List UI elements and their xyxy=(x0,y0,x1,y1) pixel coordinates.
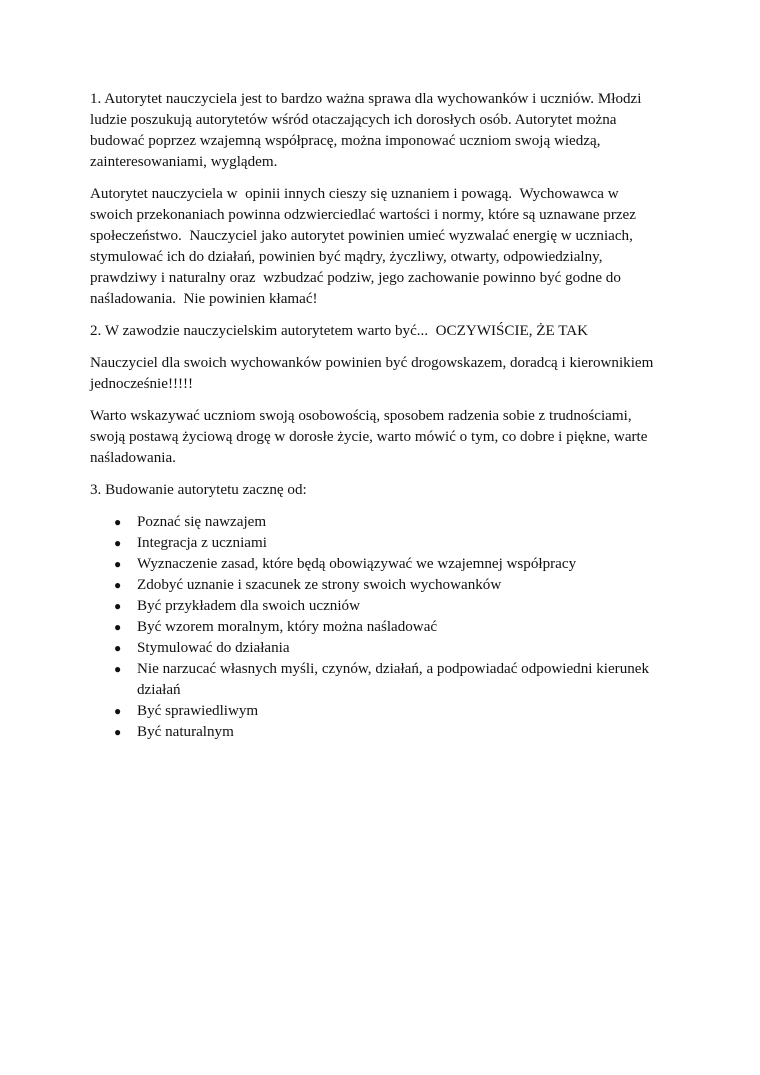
list-item-text: Stymulować do działania xyxy=(137,640,290,656)
list-item xyxy=(90,533,662,554)
list-item xyxy=(90,701,662,722)
paragraph-3: 2. W zawodzie nauczycielskim autorytetem warto być... OCZYWIŚCIE, ŻE TAK xyxy=(90,323,589,339)
bullet-icon: ● xyxy=(114,536,122,550)
bullet-icon: ● xyxy=(114,620,122,634)
list-item xyxy=(90,596,662,617)
paragraph-5: Warto wskazywać uczniom swoją osobowością, sposobem radzenia sobie z trudnościami, swoją postawą życiową drogę w dorosłe życie, warto mówić o tym, co dobre i piękne, warte naśladowania. xyxy=(90,408,652,466)
list-item-text: Nie narzucać własnych myśli, czynów, działań, a podpowiadać odpowiedni kierunek działań xyxy=(137,661,650,698)
paragraph-2: Autorytet nauczyciela w opinii innych cieszy się uznaniem i powagą. Wychowawca w swoich przekonaniach powinna odzwierciedlać wartości i normy, które są uznawane przez społeczeństwo. Nauczyciel jako autorytet powinien umieć wyzwalać energię w uczniach, stymulować ich do działań, powinien być mądry, życzliwy, otwarty, odpowiedzialny, prawdziwy i naturalny oraz wzbudzać podziw, jego zachowanie powinno być godne do naśladowania. Nie powinien kłamać! xyxy=(90,186,640,307)
list-item-text: Poznać się nawzajem xyxy=(137,514,267,530)
bullet-icon: ● xyxy=(114,725,122,739)
paragraph-4: Nauczyciel dla swoich wychowanków powinien być drogowskazem, doradcą i kierownikiem jednocześnie!!!!! xyxy=(90,355,658,392)
list-item xyxy=(90,512,662,533)
paragraph-1: 1. Autorytet nauczyciela jest to bardzo ważna sprawa dla wychowanków i uczniów. Młodzi ludzie poszukują autorytetów wśród otaczających ich dorosłych osób. Autorytet można budować poprzez wzajemną współpracę, można imponować uczniom swoją wiedzą, zainteresowaniami, wyglądem. xyxy=(90,91,646,170)
bullet-list xyxy=(90,512,662,743)
list-item xyxy=(90,659,662,701)
list-item-text: Integracja z uczniami xyxy=(137,535,267,551)
list-item-text: Być wzorem moralnym, który można naśladować xyxy=(137,619,438,635)
list-item-text: Być przykładem dla swoich uczniów xyxy=(137,598,360,614)
list-item xyxy=(90,575,662,596)
document-body xyxy=(90,89,662,743)
bullet-icon: ● xyxy=(114,704,122,718)
list-item-text: Być naturalnym xyxy=(137,724,234,740)
list-item xyxy=(90,554,662,575)
paragraph-6: 3. Budowanie autorytetu zacznę od: xyxy=(90,482,307,498)
bullet-icon: ● xyxy=(114,662,122,676)
bullet-icon: ● xyxy=(114,641,122,655)
bullet-icon: ● xyxy=(114,578,122,592)
list-item-text: Być sprawiedliwym xyxy=(137,703,259,719)
list-item xyxy=(90,638,662,659)
list-item-text: Zdobyć uznanie i szacunek ze strony swoich wychowanków xyxy=(137,577,502,593)
bullet-icon: ● xyxy=(114,515,122,529)
list-item xyxy=(90,722,662,743)
bullet-icon: ● xyxy=(114,557,122,571)
bullet-icon: ● xyxy=(114,599,122,613)
list-item-text: Wyznaczenie zasad, które będą obowiązywać we wzajemnej współpracy xyxy=(137,556,577,572)
list-item xyxy=(90,617,662,638)
